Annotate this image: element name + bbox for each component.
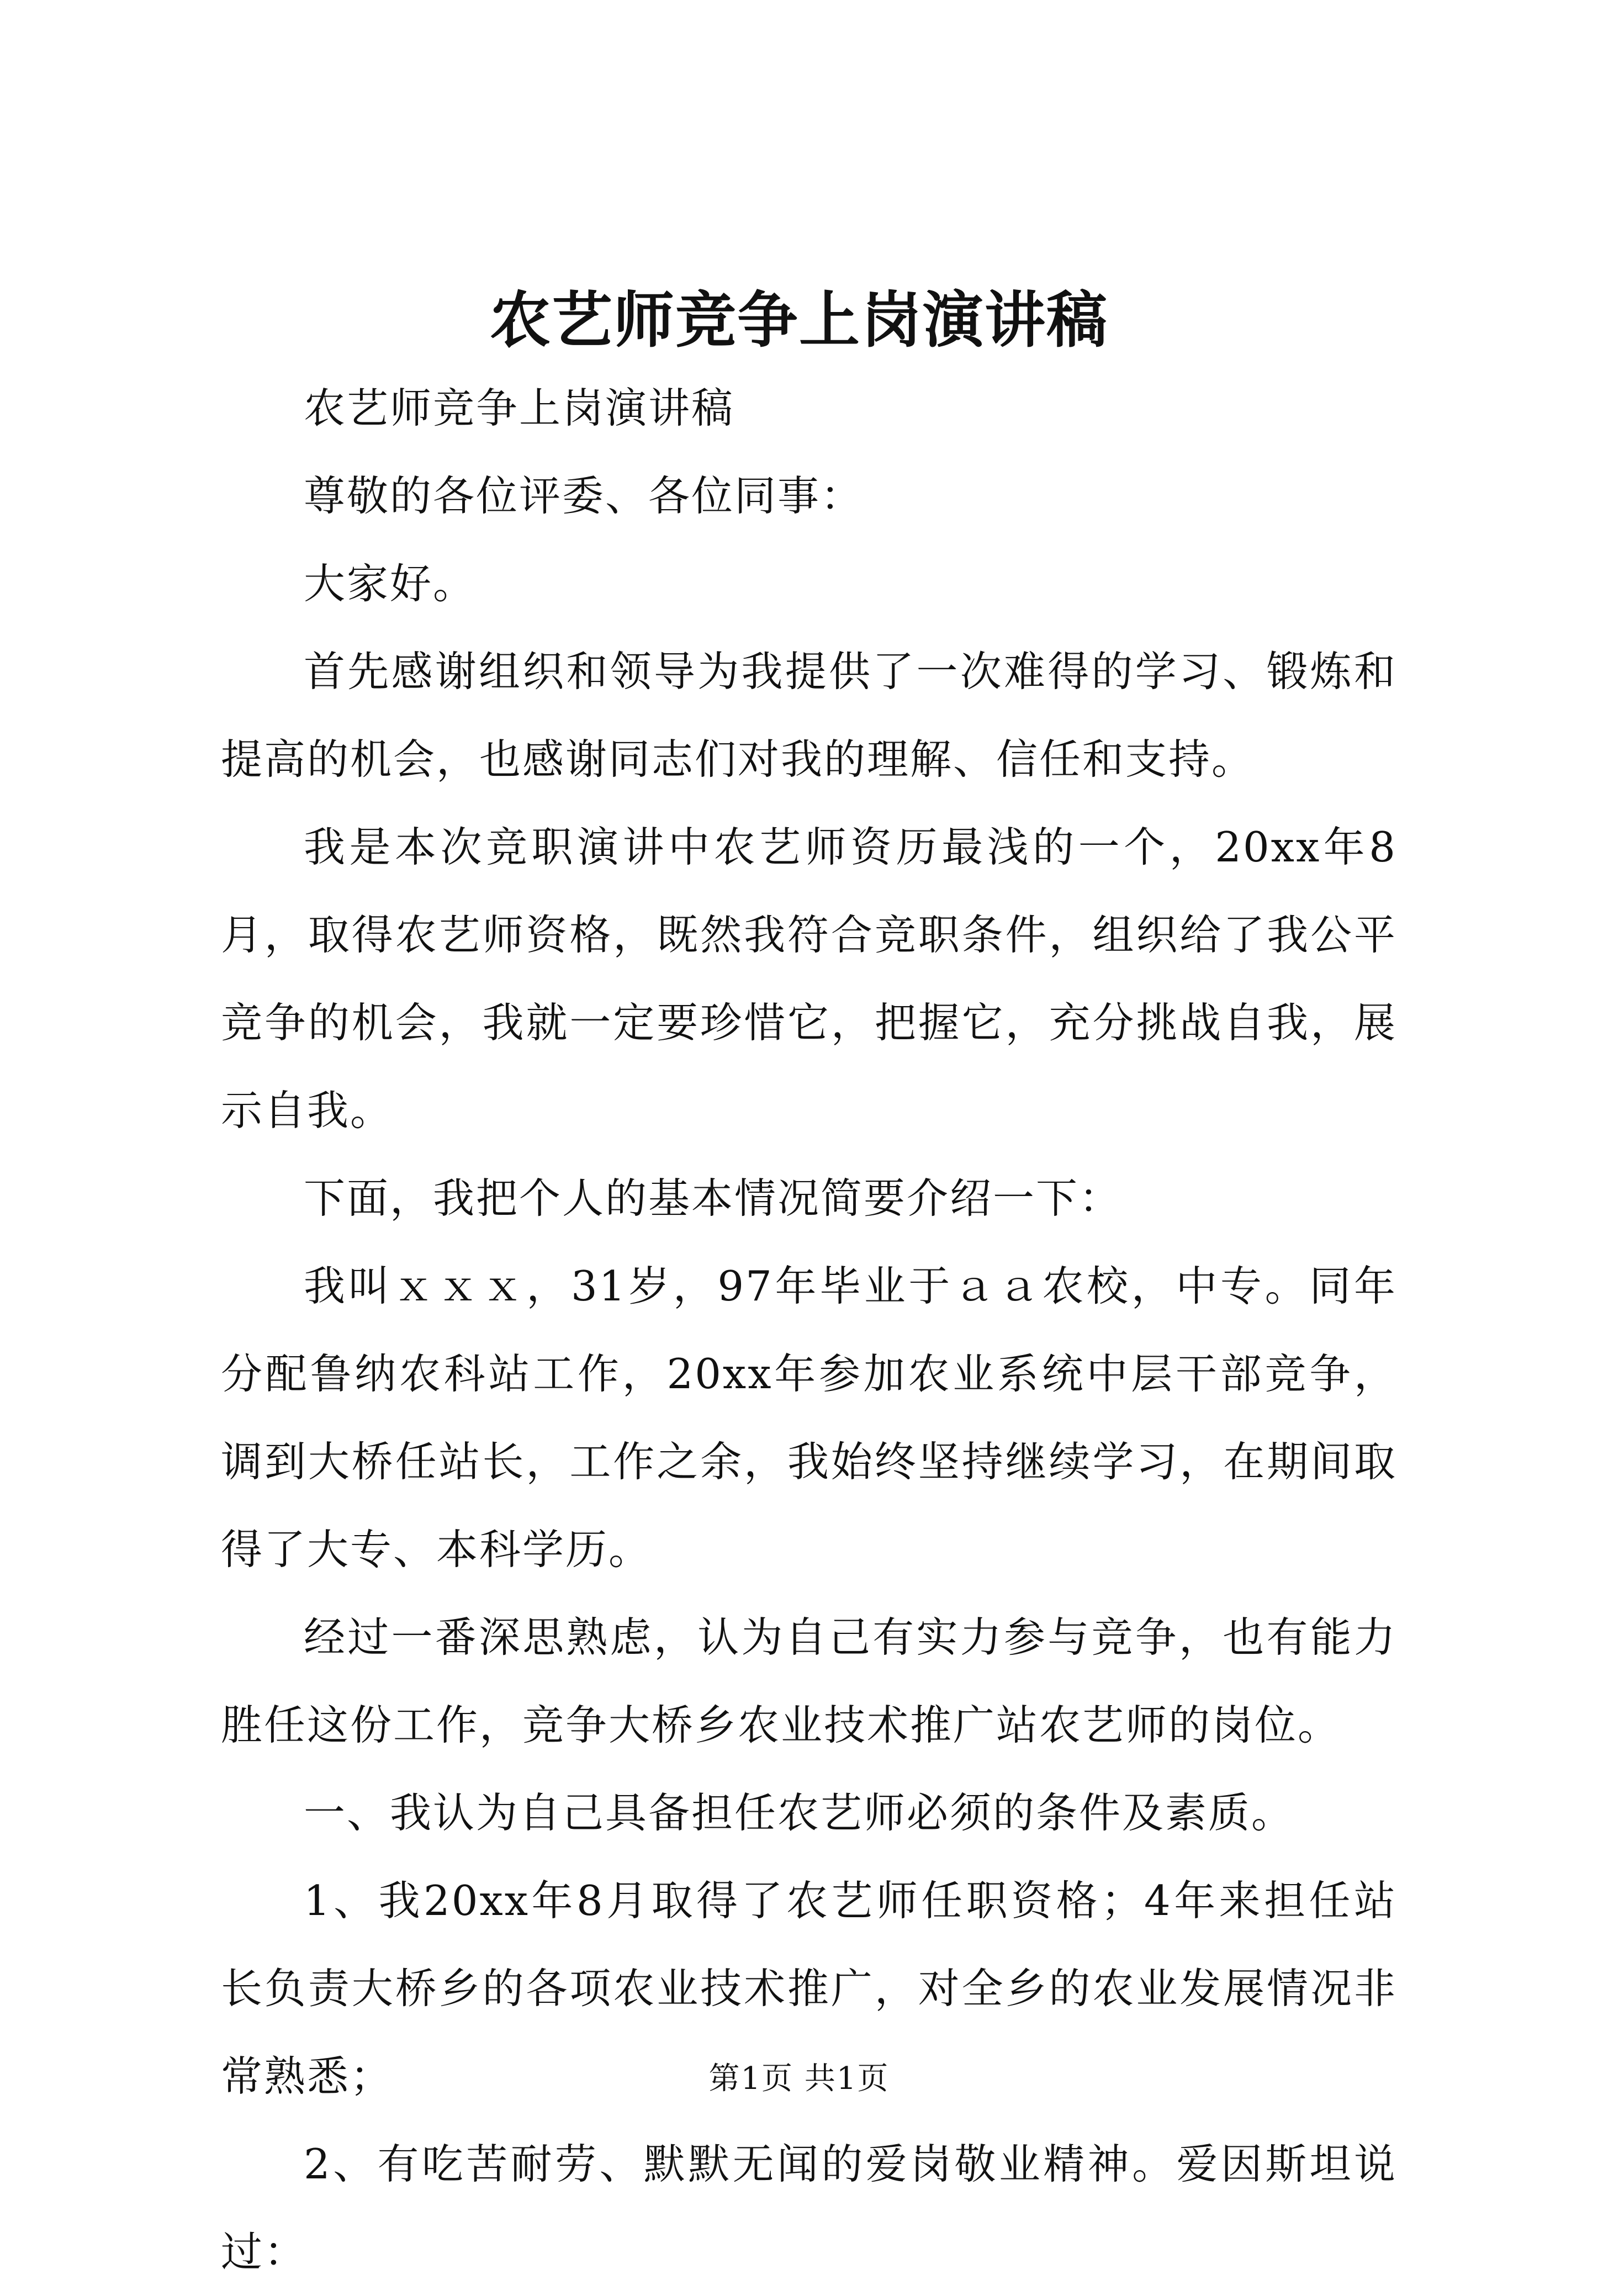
paragraph-background: 我叫ｘｘｘ，31岁，97年毕业于ａａ农校，中专。同年分配鲁纳农科站工作，20xx年参加农业系统中层干部竞争，调到大桥任站长，工作之余，我始终坚持继续学习，在期间取得了大专、本科学历。 <box>221 1262 1397 1574</box>
paragraph-qualification: 我是本次竞职演讲中农艺师资历最浅的一个，20xx年8月，取得农艺师资格，既然我符合竞职条件，组织给了我公平竞争的机会，我就一定要珍惜它，把握它，充分挑战自我，展示自我。 <box>221 823 1397 1135</box>
page-footer: 第1页 共1页 <box>708 2061 890 2097</box>
paragraph-decision: 经过一番深思熟虑，认为自己有实力参与竞争，也有能力胜任这份工作，竞争大桥乡农业技术推广站农艺师的岗位。 <box>221 1613 1397 1749</box>
paragraph-point-one: 1、我20xx年8月取得了农艺师任职资格；4年来担任站长负责大桥乡的各项农业技术推广，对全乡的农业发展情况非常熟悉； <box>221 1876 1397 2101</box>
paragraph-salutation: 尊敬的各位评委、各位同事： <box>304 472 864 520</box>
document-body <box>221 364 1397 2296</box>
paragraph-section-one: 一、我认为自己具备担任农艺师必须的条件及素质。 <box>304 1789 1295 1837</box>
paragraph-greeting: 大家好。 <box>304 559 477 608</box>
paragraph-point-two: 2、有吃苦耐劳、默默无闻的爱岗敬业精神。爱因斯坦说过： <box>221 2140 1397 2276</box>
document-title: 农艺师竞争上岗演讲稿 <box>490 284 1108 356</box>
paragraph-thanks: 首先感谢组织和领导为我提供了一次难得的学习、锻炼和提高的机会，也感谢同志们对我的理解、信任和支持。 <box>221 647 1397 784</box>
paragraph-intro: 下面，我把个人的基本情况简要介绍一下： <box>304 1174 1123 1223</box>
paragraph-subtitle: 农艺师竞争上岗演讲稿 <box>304 384 735 432</box>
